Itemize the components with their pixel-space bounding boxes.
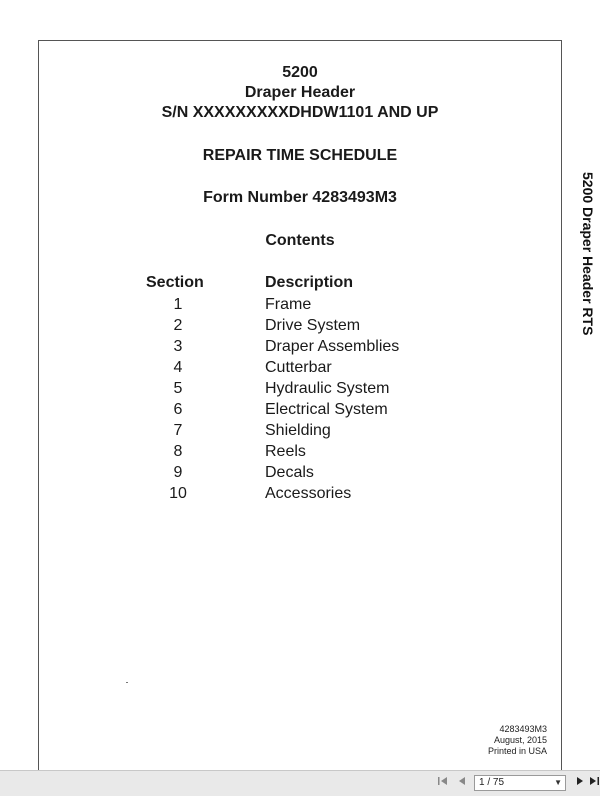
toc-section-description: Draper Assemblies bbox=[265, 338, 400, 355]
model-number: 5200 bbox=[282, 64, 318, 81]
previous-page-icon-svg bbox=[457, 776, 467, 786]
document-page bbox=[38, 40, 562, 770]
toc-section-number: 5 bbox=[173, 380, 183, 397]
viewer-toolbar bbox=[0, 770, 600, 796]
table-of-contents bbox=[39, 294, 561, 504]
serial-number-range: S/N XXXXXXXXXDHDW1101 AND UP bbox=[161, 104, 439, 121]
first-page-icon[interactable] bbox=[436, 776, 450, 790]
toc-section-description: Cutterbar bbox=[265, 359, 332, 376]
toc-section-description: Hydraulic System bbox=[265, 380, 390, 397]
toc-row bbox=[39, 420, 561, 441]
chevron-down-icon: ▼ bbox=[554, 778, 562, 787]
toc-row bbox=[39, 294, 561, 315]
toc-row bbox=[39, 315, 561, 336]
toc-section-description: Decals bbox=[265, 464, 314, 481]
toc-section-description: Drive System bbox=[265, 317, 361, 334]
last-page-icon[interactable] bbox=[588, 776, 600, 790]
toc-section-number: 1 bbox=[173, 296, 183, 313]
first-page-icon-svg bbox=[437, 776, 449, 786]
toc-section-description: Electrical System bbox=[265, 401, 388, 418]
page-number-select[interactable] bbox=[474, 775, 566, 791]
toc-section-description: Reels bbox=[265, 443, 306, 460]
toc-section-description: Shielding bbox=[265, 422, 331, 439]
footer-printed: Printed in USA bbox=[487, 746, 547, 756]
product-name: Draper Header bbox=[244, 84, 356, 101]
toc-section-header: Section bbox=[146, 274, 204, 291]
footer-form-number: 4283493M3 bbox=[499, 724, 547, 734]
contents-heading: Contents bbox=[265, 232, 335, 249]
toc-section-description: Frame bbox=[265, 296, 312, 313]
scan-speck bbox=[126, 682, 128, 683]
toc-section-number: 7 bbox=[173, 422, 183, 439]
previous-page-icon[interactable] bbox=[455, 776, 469, 790]
next-page-icon[interactable] bbox=[573, 776, 587, 790]
side-title: 5200 Draper Header RTS bbox=[580, 172, 596, 336]
toc-row bbox=[39, 357, 561, 378]
toc-row bbox=[39, 399, 561, 420]
toc-row bbox=[39, 441, 561, 462]
toc-section-number: 10 bbox=[169, 485, 187, 502]
footer-date: August, 2015 bbox=[493, 735, 547, 745]
toc-section-number: 6 bbox=[173, 401, 183, 418]
toc-section-description: Accessories bbox=[265, 485, 352, 502]
form-number-heading: Form Number 4283493M3 bbox=[203, 189, 397, 206]
toc-section-number: 9 bbox=[173, 464, 183, 481]
repair-time-schedule-heading: REPAIR TIME SCHEDULE bbox=[202, 147, 398, 164]
toc-section-number: 8 bbox=[173, 443, 183, 460]
toc-section-number: 3 bbox=[173, 338, 183, 355]
toc-row bbox=[39, 462, 561, 483]
document-title bbox=[39, 63, 561, 123]
toc-description-header: Description bbox=[265, 274, 354, 291]
toc-row bbox=[39, 336, 561, 357]
last-page-icon-svg bbox=[589, 776, 600, 786]
toc-section-number: 2 bbox=[173, 317, 183, 334]
toc-row bbox=[39, 378, 561, 399]
toc-section-number: 4 bbox=[173, 359, 183, 376]
toc-row bbox=[39, 483, 561, 504]
page-indicator: 1 / 75 bbox=[479, 777, 505, 788]
next-page-icon-svg bbox=[575, 776, 585, 786]
page-footer bbox=[488, 724, 547, 757]
